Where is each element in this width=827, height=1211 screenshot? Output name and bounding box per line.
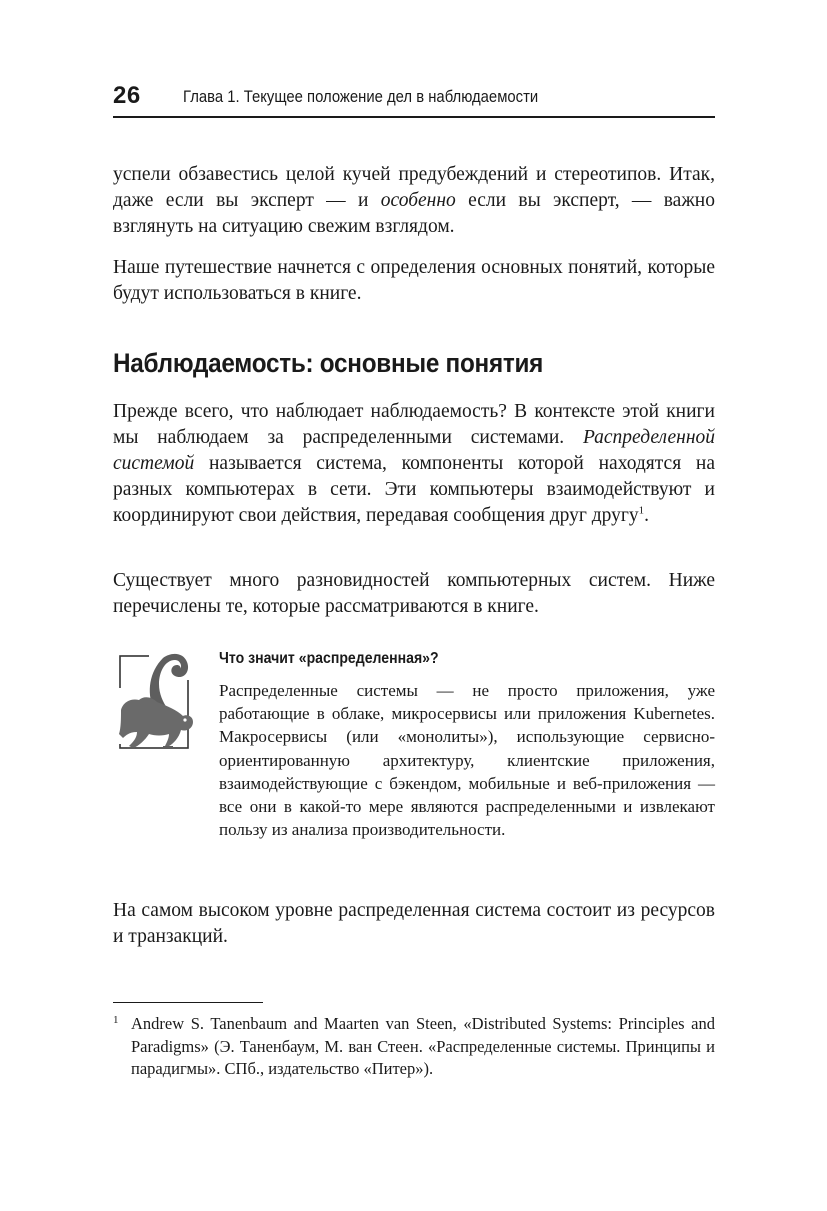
note-title: Что значит «распределенная»? xyxy=(219,650,439,667)
page-number: 26 xyxy=(113,82,141,109)
footnote-divider xyxy=(113,1002,263,1003)
paragraph-intro-emphasis: особенно xyxy=(380,190,456,211)
section-heading: Наблюдаемость: основные понятия xyxy=(113,348,544,378)
note-text: Распределенные системы — не просто приложения, уже работающие в облаке, микросервисы или приложения Kubernetes. Макросервисы (или «монолиты»), использующие сервисно-ориентированную архитектуру, клиентские приложения, взаимодействующие с бэкендом, мобильные и веб-приложения — все они в какой-то мере являются распределенными и извлекают пользу из анализа производительности. xyxy=(219,681,715,840)
running-head xyxy=(113,80,715,118)
footnote-mark: 1 xyxy=(113,1014,119,1026)
paragraph-resources: На самом высоком уровне распределенная система состоит из ресурсов и транзакций. xyxy=(113,900,715,947)
paragraph-definition xyxy=(113,399,715,529)
paragraph-definition-text-1: Прежде всего, что наблюдает наблюдаемость? В контексте этой книги мы наблюдаем за распределенными системами. xyxy=(113,401,715,448)
lemur-icon xyxy=(113,648,195,756)
paragraph-intro xyxy=(113,162,715,240)
footnote xyxy=(113,1013,715,1081)
paragraph-definition-emphasis: Распределенной системой xyxy=(113,427,715,474)
paragraph-intro-text-2: если вы эксперт, — важно взглянуть на ситуацию свежим взглядом. xyxy=(113,190,715,237)
paragraph-definition-text-3: . xyxy=(644,505,650,526)
paragraph-kinds: Существует много разновидностей компьютерных систем. Ниже перечислены те, которые рассматриваются в книге. xyxy=(113,570,715,617)
footnote-text: Andrew S. Tanenbaum and Maarten van Steen, «Distributed Systems: Principles and Paradigms» (Э. Таненбаум, М. ван Стеен. «Распределенные системы. Принципы и парадигмы». СПб., издательство «Питер»). xyxy=(131,1014,715,1078)
chapter-title: Глава 1. Текущее положение дел в наблюдаемости xyxy=(183,88,539,106)
paragraph-journey: Наше путешествие начнется с определения основных понятий, которые будут использоваться в книге. xyxy=(113,257,715,304)
paragraph-intro-text-1: успели обзавестись целой кучей предубеждений и стереотипов. Итак, даже если вы эксперт — и xyxy=(113,164,715,211)
paragraph-definition-text-2: называется система, компоненты которой находятся на разных компьютерах в сети. Эти компьютеры взаимодействуют и координируют свои действия, передавая сообщения друг другу xyxy=(113,453,715,526)
footnote-reference[interactable]: 1 xyxy=(638,504,645,517)
